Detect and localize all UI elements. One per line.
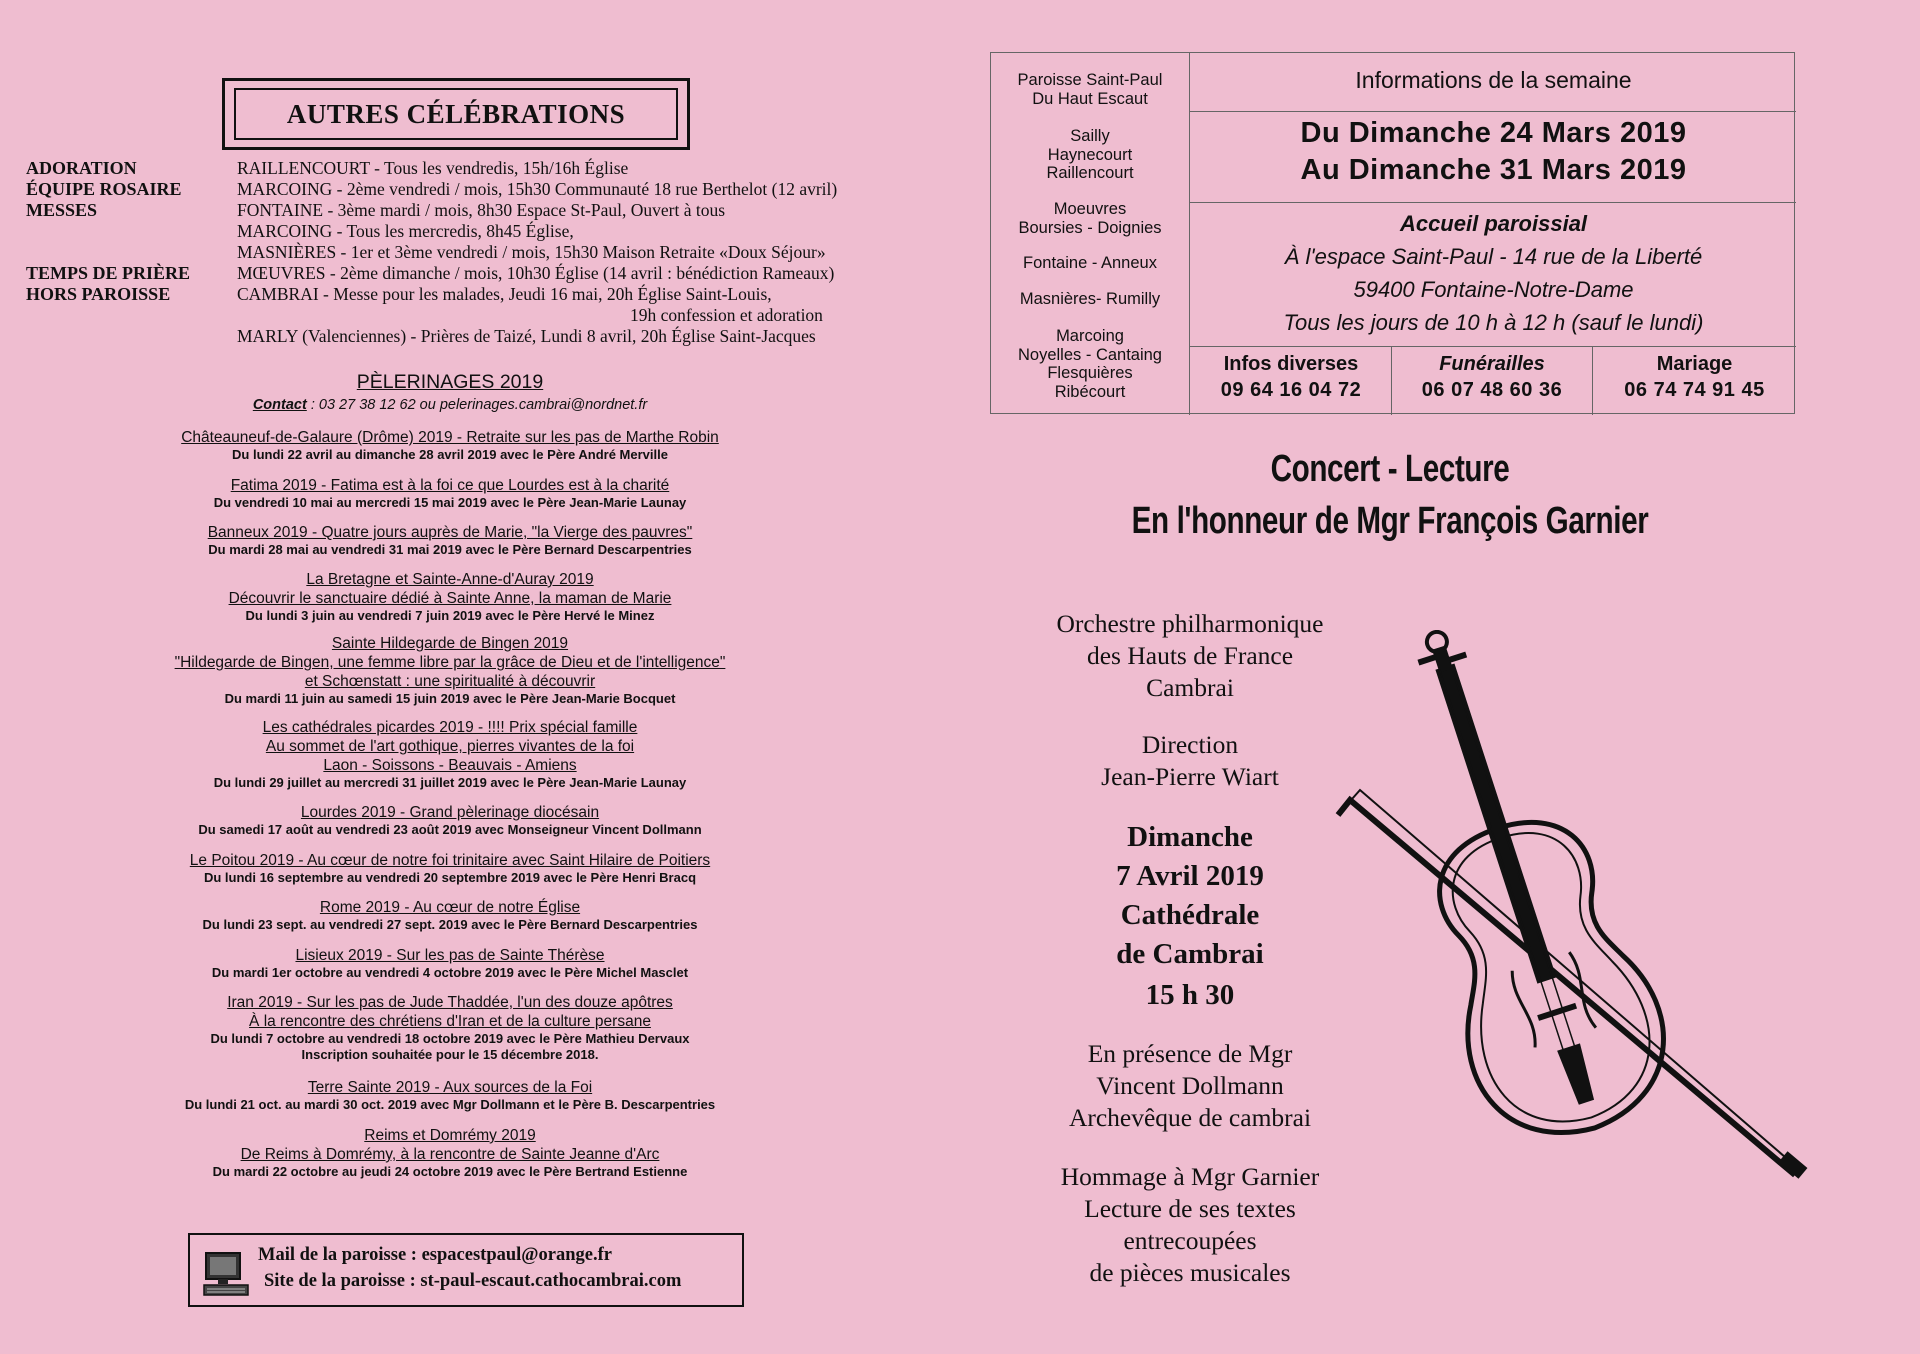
parish-group bbox=[991, 327, 1189, 401]
contact-value: : 03 27 38 12 62 ou pelerinages.cambrai@nordnet.fr bbox=[306, 397, 648, 413]
parish-name: Du Haut Escaut bbox=[1032, 89, 1148, 108]
contact-cell-mariage bbox=[1593, 351, 1796, 403]
pilgrimage-dates: Du samedi 17 août au vendredi 23 août 2019 avec Monseigneur Vincent Dollmann bbox=[198, 822, 702, 837]
pilgrimage-item bbox=[100, 634, 800, 707]
orchestra-line: des Hauts de France bbox=[1086, 641, 1294, 670]
parish-group bbox=[991, 127, 1189, 183]
label-adoration: ADORATION bbox=[26, 158, 137, 178]
pelerinages-contact bbox=[130, 397, 770, 413]
autres-celebrations-frame bbox=[222, 78, 690, 150]
pilgrimage-dates: Inscription souhaitée pour le 15 décembre 2018. bbox=[301, 1047, 599, 1062]
parish-mail: Mail de la paroisse : espacestpaul@orange.fr bbox=[258, 1245, 612, 1265]
concert-venue: de Cambrai bbox=[1116, 938, 1264, 970]
pilgrimage-title: "Hildegarde de Bingen, une femme libre par la grâce de Dieu et de l'intelligence" bbox=[174, 654, 726, 671]
label-hors-paroisse: HORS PAROISSE bbox=[26, 284, 171, 304]
pilgrimage-item bbox=[100, 1078, 800, 1113]
celebration-line: MŒUVRES - 2ème dimanche / mois, 10h30 Église (14 avril : bénédiction Rameaux) bbox=[237, 263, 835, 283]
celebration-line: MASNIÈRES - 1er et 3ème vendredi / mois, 15h30 Maison Retraite «Doux Séjour» bbox=[237, 242, 826, 262]
concert-title: Concert - Lecture bbox=[1270, 448, 1510, 490]
accueil-title: Accueil paroissial bbox=[1399, 211, 1588, 236]
contact-cell-funerailles bbox=[1392, 351, 1592, 403]
contact-phone: 09 64 16 04 72 bbox=[1220, 379, 1362, 401]
pilgrimage-item bbox=[100, 851, 800, 886]
concert-day: Dimanche bbox=[1127, 821, 1253, 853]
pilgrimage-title: Rome 2019 - Au cœur de notre Église bbox=[319, 899, 581, 916]
pilgrimage-dates: Du mardi 11 juin au samedi 15 juin 2019 avec le Père Jean-Marie Bocquet bbox=[224, 691, 676, 706]
label-equipe-rosaire: ÉQUIPE ROSAIRE bbox=[26, 179, 182, 199]
computer-icon bbox=[202, 1251, 252, 1299]
parish-name: Moeuvres bbox=[1053, 200, 1127, 218]
accueil-paroissial bbox=[1191, 207, 1796, 339]
label-temps-de-priere: TEMPS DE PRIÈRE bbox=[26, 263, 191, 283]
violin-illustration bbox=[1330, 630, 1850, 1210]
pilgrimage-title: À la rencontre des chrétiens d'Iran et de la culture persane bbox=[249, 1013, 651, 1030]
parish-contact-box bbox=[188, 1233, 744, 1307]
contact-label: Contact bbox=[252, 397, 307, 413]
accueil-line: Tous les jours de 10 h à 12 h (sauf le lundi) bbox=[1283, 310, 1704, 335]
pilgrimage-dates: Du lundi 23 sept. au vendredi 27 sept. 2019 avec le Père Bernard Descarpentries bbox=[202, 917, 698, 932]
label-messes: MESSES bbox=[26, 200, 98, 220]
celebration-line: MARLY (Valenciennes) - Prières de Taizé, Lundi 8 avril, 20h Église Saint-Jacques bbox=[237, 326, 816, 346]
orchestra-line: Orchestre philharmonique bbox=[1056, 609, 1324, 638]
contact-label: Funérailles bbox=[1439, 353, 1545, 375]
pilgrimage-title: Les cathédrales picardes 2019 - !!!! Prix spécial famille bbox=[262, 719, 638, 736]
contact-phone: 06 07 48 60 36 bbox=[1421, 379, 1563, 401]
direction-label: Direction bbox=[1141, 730, 1239, 759]
pilgrimage-dates: Du lundi 7 octobre au vendredi 18 octobre 2019 avec le Père Mathieu Dervaux bbox=[210, 1031, 690, 1046]
presence-line: Vincent Dollmann bbox=[1096, 1071, 1284, 1100]
contact-cell-infos bbox=[1191, 351, 1391, 403]
pilgrimage-title: Laon - Soissons - Beauvais - Amiens bbox=[323, 757, 577, 774]
pilgrimage-dates: Du lundi 22 avril au dimanche 28 avril 2019 avec le Père André Merville bbox=[232, 447, 668, 462]
conductor-name: Jean-Pierre Wiart bbox=[1101, 762, 1279, 791]
concert-time: 15 h 30 bbox=[1145, 979, 1235, 1011]
pilgrimage-item bbox=[100, 476, 800, 511]
parish-name: Haynecourt bbox=[1047, 145, 1133, 164]
pilgrimage-item bbox=[100, 523, 800, 558]
pilgrimage-title: De Reims à Domrémy, à la rencontre de Sainte Jeanne d'Arc bbox=[240, 1146, 660, 1163]
celebration-line: MARCOING - Tous les mercredis, 8h45 Église, bbox=[237, 221, 574, 241]
autres-celebrations-title: AUTRES CÉLÉBRATIONS bbox=[234, 88, 678, 140]
parish-group bbox=[991, 254, 1189, 273]
date-from: Du Dimanche 24 Mars 2019 bbox=[1300, 117, 1687, 149]
parish-name: Ribécourt bbox=[1054, 382, 1126, 401]
pilgrimage-item bbox=[100, 803, 800, 838]
pilgrimage-item bbox=[100, 1126, 800, 1180]
orchestra-line: Cambrai bbox=[1146, 673, 1234, 702]
contact-phone: 06 74 74 91 45 bbox=[1624, 379, 1765, 401]
pilgrimage-title: et Schœnstatt : une spiritualité à découvrir bbox=[304, 673, 596, 690]
pilgrimage-title: Sainte Hildegarde de Bingen 2019 bbox=[331, 635, 569, 652]
pilgrimage-title: Fatima 2019 - Fatima est à la foi ce que Lourdes est à la charité bbox=[230, 477, 670, 494]
hommage-line: Lecture de ses textes bbox=[1084, 1194, 1296, 1223]
celebration-line: MARCOING - 2ème vendredi / mois, 15h30 Communauté 18 rue Berthelot (12 avril) bbox=[237, 179, 838, 199]
pilgrimage-item bbox=[100, 898, 800, 933]
pilgrimage-dates: Du mardi 28 mai au vendredi 31 mai 2019 avec le Père Bernard Descarpentries bbox=[208, 542, 692, 557]
pilgrimage-item bbox=[100, 428, 800, 463]
pilgrimage-dates: Du lundi 16 septembre au vendredi 20 septembre 2019 avec le Père Henri Bracq bbox=[203, 870, 697, 885]
info-table bbox=[990, 52, 1795, 414]
pelerinages-title: PÈLERINAGES 2019 bbox=[356, 371, 544, 393]
pilgrimage-item bbox=[100, 570, 800, 624]
pilgrimage-title: Reims et Domrémy 2019 bbox=[364, 1127, 536, 1144]
hommage-line: de pièces musicales bbox=[1089, 1258, 1291, 1287]
celebration-line: CAMBRAI - Messe pour les malades, Jeudi 16 mai, 20h Église Saint-Louis, bbox=[237, 284, 772, 304]
pilgrimage-dates: Du lundi 21 oct. au mardi 30 oct. 2019 avec Mgr Dollmann et le Père B. Descarpentries bbox=[184, 1097, 716, 1112]
parish-name: Paroisse Saint-Paul bbox=[1017, 71, 1163, 89]
week-dates bbox=[1191, 115, 1796, 189]
contact-label: Mariage bbox=[1656, 353, 1733, 375]
pilgrimage-item bbox=[100, 946, 800, 981]
parish-name: Sailly bbox=[1070, 127, 1110, 145]
pilgrimage-title: Lisieux 2019 - Sur les pas de Sainte Thérèse bbox=[295, 947, 605, 964]
pilgrimage-dates: Du mardi 1er octobre au vendredi 4 octobre 2019 avec le Père Michel Masclet bbox=[211, 965, 689, 980]
concert-venue: Cathédrale bbox=[1120, 899, 1260, 931]
date-to: Au Dimanche 31 Mars 2019 bbox=[1300, 154, 1687, 186]
pilgrimage-title: Au sommet de l'art gothique, pierres vivantes de la foi bbox=[265, 738, 635, 755]
parish-website: Site de la paroisse : st-paul-escaut.cathocambrai.com bbox=[264, 1271, 682, 1291]
accueil-line: À l'espace Saint-Paul - 14 rue de la Liberté bbox=[1284, 244, 1703, 269]
info-heading: Informations de la semaine bbox=[1355, 67, 1632, 93]
hommage-line: entrecoupées bbox=[1123, 1226, 1257, 1255]
presence-line: En présence de Mgr bbox=[1087, 1039, 1293, 1068]
parish-name: Flesquières bbox=[1047, 364, 1133, 382]
parish-group bbox=[991, 200, 1189, 237]
presence-line: Archevêque de cambrai bbox=[1068, 1103, 1312, 1132]
accueil-line: 59400 Fontaine-Notre-Dame bbox=[1353, 277, 1634, 302]
parish-group bbox=[991, 290, 1189, 309]
pilgrimage-dates: Du mardi 22 octobre au jeudi 24 octobre 2019 avec le Père Bertrand Estienne bbox=[212, 1164, 688, 1179]
celebration-line: RAILLENCOURT - Tous les vendredis, 15h/16h Église bbox=[237, 158, 629, 178]
pilgrimage-dates: Du vendredi 10 mai au mercredi 15 mai 2019 avec le Père Jean-Marie Launay bbox=[213, 495, 687, 510]
celebration-line: FONTAINE - 3ème mardi / mois, 8h30 Espace St-Paul, Ouvert à tous bbox=[237, 200, 726, 220]
parish-name: Masnières- Rumilly bbox=[1019, 290, 1161, 308]
pilgrimage-dates: Du lundi 29 juillet au mercredi 31 juillet 2019 avec le Père Jean-Marie Launay bbox=[213, 775, 687, 790]
parish-name: Boursies - Doignies bbox=[1018, 218, 1162, 237]
pilgrimage-title: Châteauneuf-de-Galaure (Drôme) 2019 - Retraite sur les pas de Marthe Robin bbox=[181, 429, 719, 446]
pilgrimage-title: Banneux 2019 - Quatre jours auprès de Marie, "la Vierge des pauvres" bbox=[207, 524, 693, 541]
pilgrimage-title: La Bretagne et Sainte-Anne-d'Auray 2019 bbox=[306, 571, 594, 588]
contact-label: Infos diverses bbox=[1223, 353, 1359, 375]
parish-name: Raillencourt bbox=[1046, 164, 1134, 182]
pilgrimage-title: Lourdes 2019 - Grand pèlerinage diocésain bbox=[300, 804, 600, 821]
pilgrimage-dates: Du lundi 3 juin au vendredi 7 juin 2019 avec le Père Hervé le Minez bbox=[245, 608, 655, 623]
pilgrimage-title: Iran 2019 - Sur les pas de Jude Thaddée, l'un des douze apôtres bbox=[227, 994, 673, 1011]
parish-group bbox=[991, 71, 1189, 108]
hommage-line: Hommage à Mgr Garnier bbox=[1060, 1162, 1320, 1191]
celebration-line: 19h confession et adoration bbox=[630, 305, 823, 325]
pilgrimage-title: Le Poitou 2019 - Au cœur de notre foi trinitaire avec Saint Hilaire de Poitiers bbox=[189, 852, 711, 869]
parish-name: Marcoing bbox=[1056, 327, 1124, 345]
parish-name: Noyelles - Cantaing bbox=[1018, 345, 1162, 364]
concert-date: 7 Avril 2019 bbox=[1116, 860, 1264, 892]
pilgrimage-item bbox=[100, 993, 800, 1063]
pilgrimage-item bbox=[100, 718, 800, 791]
concert-subtitle: En l'honneur de Mgr François Garnier bbox=[1131, 500, 1649, 542]
pilgrimage-title: Terre Sainte 2019 - Aux sources de la Foi bbox=[307, 1079, 593, 1096]
pilgrimage-title: Découvrir le sanctuaire dédié à Sainte Anne, la maman de Marie bbox=[228, 590, 672, 607]
parish-name: Fontaine - Anneux bbox=[1023, 254, 1157, 272]
